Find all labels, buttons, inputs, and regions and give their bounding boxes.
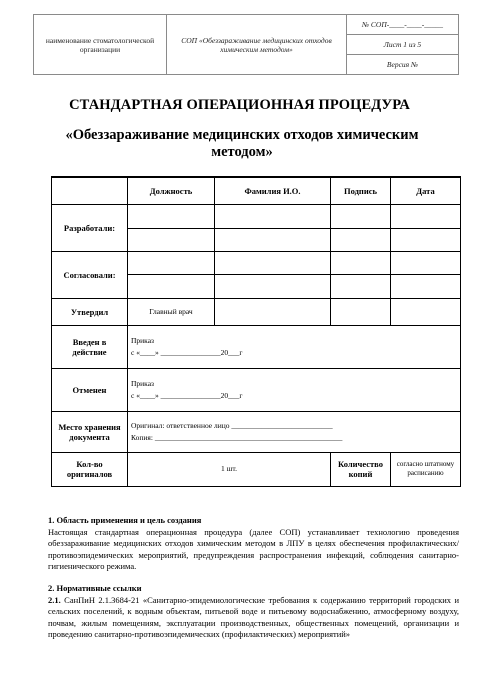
table-cell [391, 228, 461, 251]
sop-title-header: СОП «Обеззараживание медицинских отходов химическим методом» [167, 15, 347, 75]
section-references [48, 583, 459, 641]
table-cell [391, 251, 461, 274]
version-number: Версия № [347, 55, 459, 75]
introduced-order [128, 326, 461, 369]
table-cell [331, 298, 391, 326]
organization-name: наименование стоматологической организации [34, 15, 167, 75]
cancelled-order-label: Приказ [131, 379, 155, 389]
introduced-order-date: с «____» ________________20___г [131, 348, 243, 358]
reference-item-text: СанПиН 2.1.3684-21 «Санитарно-эпидемиологические требования к содержанию территорий городских и сельских поселений, к водным объектам, питьевой воде и питьевому водоснабжению, атмосферному воздуху, почвам, жилым помещениям, эксплуатации производственных, общественных помещений, организации и проведению санитарно-противоэпидемических (профилактических) мероприятий» [48, 594, 459, 639]
storage-copy: Копия: __________________________________________________ [131, 433, 343, 443]
table-cell [331, 275, 391, 298]
table-cell [215, 251, 331, 274]
row-label-storage: Место хранения документа [52, 412, 128, 452]
document-subtitle: «Обеззараживание медицинских отходов химическим методом» [65, 127, 419, 160]
table-cell [331, 205, 391, 228]
row-label-introduced: Введен в действие [52, 326, 128, 369]
copies-count-label: Количество копий [331, 452, 391, 486]
reference-item [48, 595, 459, 641]
column-header-name: Фамилия И.О. [215, 177, 331, 205]
column-header-position: Должность [128, 177, 215, 205]
row-label-originals-count: Кол-во оригиналов [52, 452, 128, 486]
row-label-agreed: Согласовали: [52, 251, 128, 298]
row-label-approved: Утвердил [52, 298, 128, 326]
row-label-developed: Разработали: [52, 205, 128, 252]
approved-position: Главный врач [128, 298, 215, 326]
column-header-date: Дата [391, 177, 461, 205]
document-title: СТАНДАРТНАЯ ОПЕРАЦИОННАЯ ПРОЦЕДУРА [69, 97, 410, 113]
row-label-cancelled: Отменен [52, 368, 128, 412]
table-cell [215, 205, 331, 228]
table-cell [331, 251, 391, 274]
table-cell [215, 228, 331, 251]
table-cell [128, 228, 215, 251]
table-cell [128, 275, 215, 298]
sheet-number: Лист 1 из 5 [347, 35, 459, 55]
approval-table [51, 176, 461, 487]
table-cell [128, 251, 215, 274]
section-scope-text: Настоящая стандартная операционная процедура (далее СОП) устанавливает технологию проведения обеззараживание медицинских отходов химическим методом в ЛПУ в целях обеспечения профилактических/противоэпидемических мероприятий, предупреждения распространения инфекций, соблюдения санитарно-гигиенического режима. [48, 526, 459, 571]
storage-original: Оригинал: ответственное лицо ___________________________ [131, 421, 333, 431]
section-scope [48, 515, 459, 573]
table-cell [215, 275, 331, 298]
section-scope-heading: 1. Область применения и цель создания [48, 515, 202, 525]
table-cell [331, 228, 391, 251]
copies-count: согласно штатному расписанию [391, 452, 461, 486]
section-references-heading: 2. Нормативные ссылки [48, 583, 142, 593]
column-header-signature: Подпись [331, 177, 391, 205]
reference-item-number: 2.1. [48, 594, 61, 605]
table-cell [391, 205, 461, 228]
table-cell [215, 298, 331, 326]
table-cell [391, 275, 461, 298]
table-cell [128, 205, 215, 228]
introduced-order-label: Приказ [131, 336, 155, 346]
cancelled-order [128, 368, 461, 412]
sop-number: № СОП-____-____-_____ [347, 15, 459, 35]
originals-count: 1 шт. [128, 452, 331, 486]
storage-details [128, 412, 461, 452]
cancelled-order-date: с «____» ________________20___г [131, 391, 243, 401]
document-header [33, 14, 459, 75]
table-cell [391, 298, 461, 326]
table-corner-cell [52, 177, 128, 205]
